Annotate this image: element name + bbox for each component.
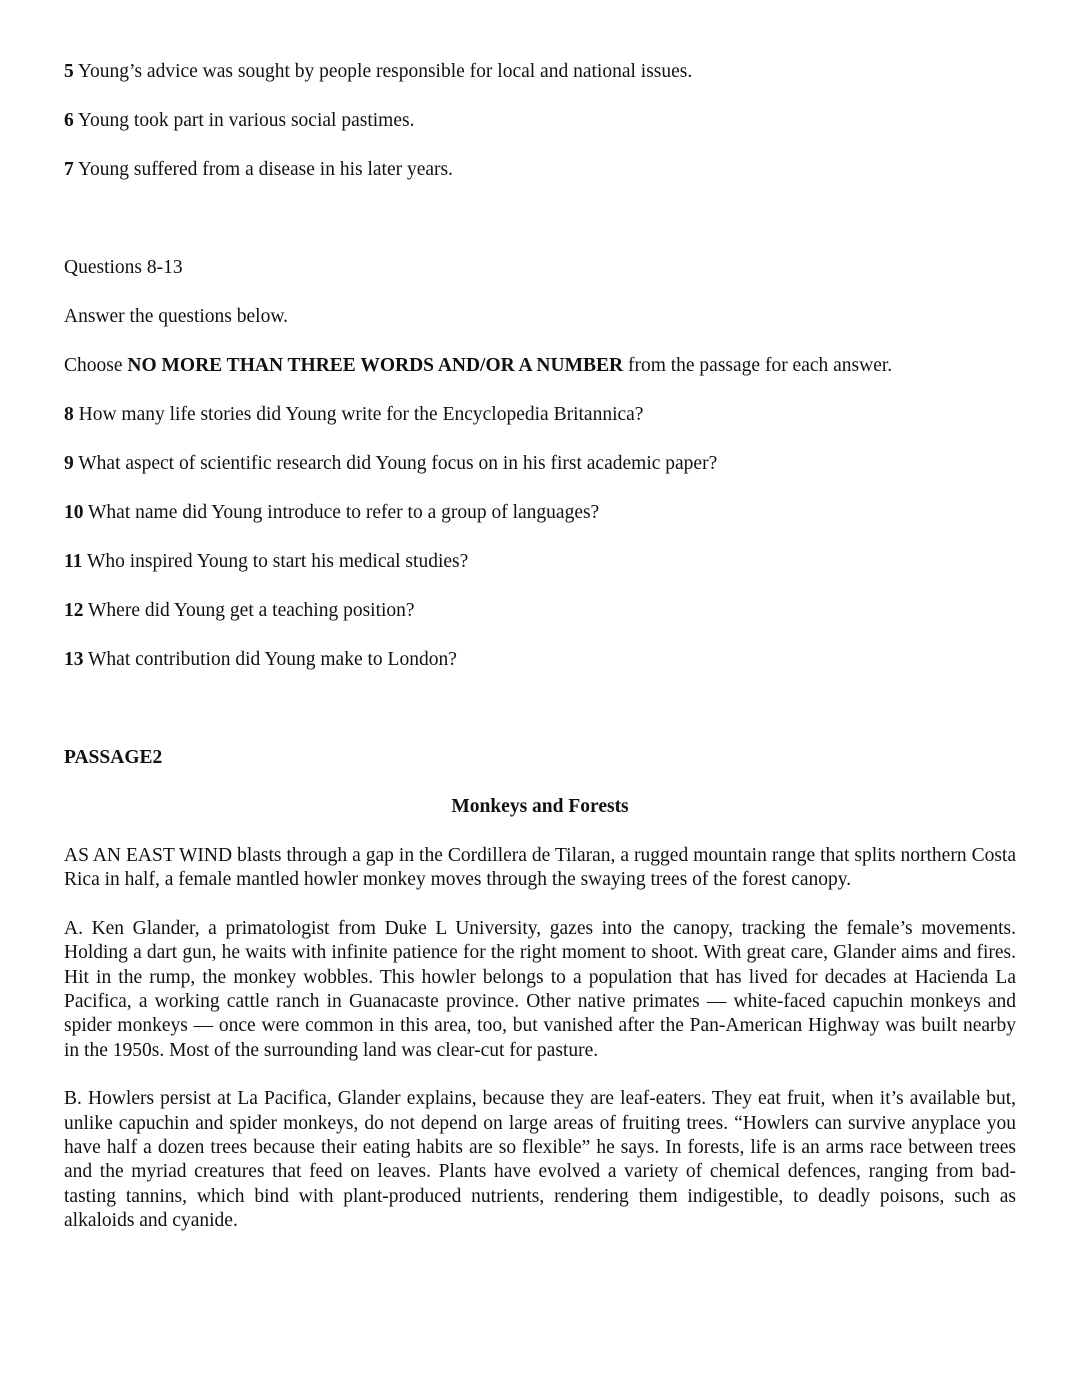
passage-paragraph-a: A. Ken Glander, a primatologist from Duke L University, gazes into the canopy, tracking the female’s movements. Holding a dart gun, he waits with infinite patience for the right moment to shoot. With great care, Glander aims and fires. Hit in the rump, the monkey wobbles. This howler belongs to a population that has lived for decades at Hacienda La Pacifica, a working cattle ranch in Guanacaste province. Other native primates — white-faced capuchin monkeys and spider monkeys — once were common in this area, too, but vanished after the Pan-American Highway was built nearby in the 1950s. Most of the surrounding land was clear-cut for pasture. xyxy=(64,917,1016,1061)
section-instruction: Answer the questions below. xyxy=(64,306,289,327)
question-text: Who inspired Young to start his medical studies? xyxy=(82,551,469,572)
question-number: 9 xyxy=(64,453,74,474)
passage-paragraph-intro: AS AN EAST WIND blasts through a gap in the Cordillera de Tilaran, a rugged mountain range that splits northern Costa Rica in half, a female mantled howler monkey moves through the swaying trees of the forest canopy. xyxy=(64,845,1016,891)
question-number: 10 xyxy=(64,502,84,523)
choose-prefix: Choose xyxy=(64,355,128,376)
passage-paragraph-b: B. Howlers persist at La Pacifica, Glander explains, because they are leaf-eaters. They eat fruit, when it’s available but, unlike capuchin and spider monkeys, do not depend on large areas of fruiting trees. “Howlers can survive anyplace you have half a dozen trees because their eating habits are so flexible” he says. In forests, life is an arms race between trees and the myriad creatures that feed on leaves. Plants have evolved a variety of chemical defences, ranging from bad-tasting tannins, which bind with plant-produced nutrients, rendering them indigestible, to deadly poisons, such as alkaloids and cyanide. xyxy=(64,1088,1016,1232)
choose-emphasis: NO MORE THAN THREE WORDS AND/OR A NUMBER xyxy=(127,355,624,376)
passage-title: Monkeys and Forests xyxy=(451,796,629,817)
passage-label: PASSAGE2 xyxy=(64,747,163,768)
question-12 xyxy=(64,599,1016,648)
question-text: How many life stories did Young write for the Encyclopedia Britannica? xyxy=(73,404,644,425)
statement-number: 6 xyxy=(64,110,74,131)
statement-7 xyxy=(64,158,1016,207)
choose-suffix: from the passage for each answer. xyxy=(623,355,893,376)
question-number: 12 xyxy=(64,600,84,621)
question-13 xyxy=(64,648,1016,697)
statement-number: 5 xyxy=(64,61,74,82)
spacer xyxy=(64,697,1016,746)
question-8 xyxy=(64,403,1016,452)
question-10 xyxy=(64,501,1016,550)
statement-text: Young suffered from a disease in his later years. xyxy=(73,159,454,180)
question-number: 11 xyxy=(64,551,83,572)
question-text: Where did Young get a teaching position? xyxy=(83,600,415,621)
question-text: What name did Young introduce to refer to a group of languages? xyxy=(83,502,600,523)
statement-number: 7 xyxy=(64,159,74,180)
statement-5 xyxy=(64,60,1016,109)
spacer xyxy=(64,207,1016,256)
statement-text: Young took part in various social pastimes. xyxy=(73,110,415,131)
question-text: What aspect of scientific research did Young focus on in his first academic paper? xyxy=(73,453,718,474)
question-number: 13 xyxy=(64,649,84,670)
document-page xyxy=(64,60,1016,1258)
question-11 xyxy=(64,550,1016,599)
section-label: Questions 8-13 xyxy=(64,257,183,278)
statement-6 xyxy=(64,109,1016,158)
question-9 xyxy=(64,452,1016,501)
question-text: What contribution did Young make to London? xyxy=(83,649,457,670)
statement-text: Young’s advice was sought by people responsible for local and national issues. xyxy=(73,61,693,82)
section-choose xyxy=(64,354,1016,403)
question-number: 8 xyxy=(64,404,74,425)
